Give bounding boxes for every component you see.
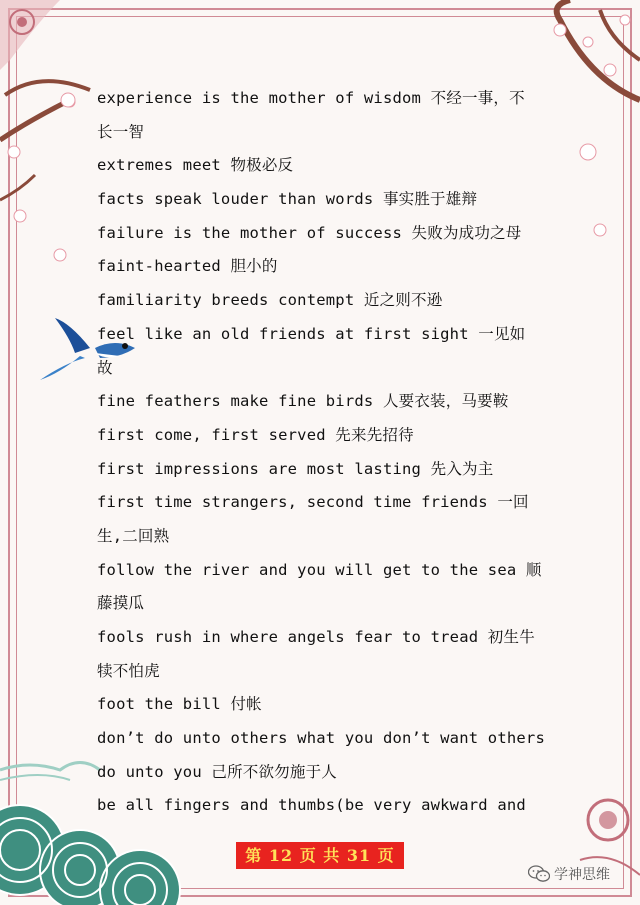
text-line: be all fingers and thumbs(be very awkward and (97, 796, 526, 815)
text-line: faint-hearted 胆小的 (97, 257, 278, 276)
text-line: 故 (97, 358, 113, 377)
wechat-icon (528, 865, 550, 883)
text-line: feel like an old friends at first sight 一见如 (97, 324, 526, 343)
cherry-blossoms-right-icon (560, 130, 640, 250)
text-line: first impressions are most lasting 先入为主 (97, 459, 494, 478)
text-line: 犊不怕虎 (97, 661, 160, 680)
cherry-branch-left-icon (0, 80, 100, 280)
text-line: don’t do unto others what you don’t want others (97, 729, 545, 748)
text-line: failure is the mother of success 失败为成功之母 (97, 223, 522, 242)
floral-corner-bottom-right-icon (560, 780, 640, 905)
page-number-badge: 第 12 页 共 31 页 (236, 842, 404, 869)
proverbs-list (97, 82, 557, 823)
text-line: do unto you 己所不欲勿施于人 (97, 762, 337, 781)
text-line: follow the river and you will get to the sea 顺 (97, 560, 542, 579)
text-line: extremes meet 物极必反 (97, 156, 294, 175)
text-line: facts speak louder than words 事实胜于雄辩 (97, 190, 478, 209)
text-line: familiarity breeds contempt 近之则不逊 (97, 291, 443, 310)
watermark (528, 864, 610, 884)
text-line: fine feathers make fine birds 人要衣装，马要鞍 (97, 392, 509, 411)
text-line: first come, first served 先来先招待 (97, 425, 414, 444)
text-line: fools rush in where angels fear to tread 初生牛 (97, 628, 535, 646)
text-line: 长一智 (97, 122, 145, 141)
text-line: 生,二回熟 (97, 526, 170, 545)
text-line: first time strangers, second time friends 一回 (97, 493, 529, 512)
text-line: experience is the mother of wisdom 不经一事，不 (97, 89, 525, 107)
text-line: foot the bill 付帐 (97, 695, 262, 714)
watermark-text: 学神思维 (554, 867, 610, 883)
text-line: 藤摸瓜 (97, 594, 145, 613)
